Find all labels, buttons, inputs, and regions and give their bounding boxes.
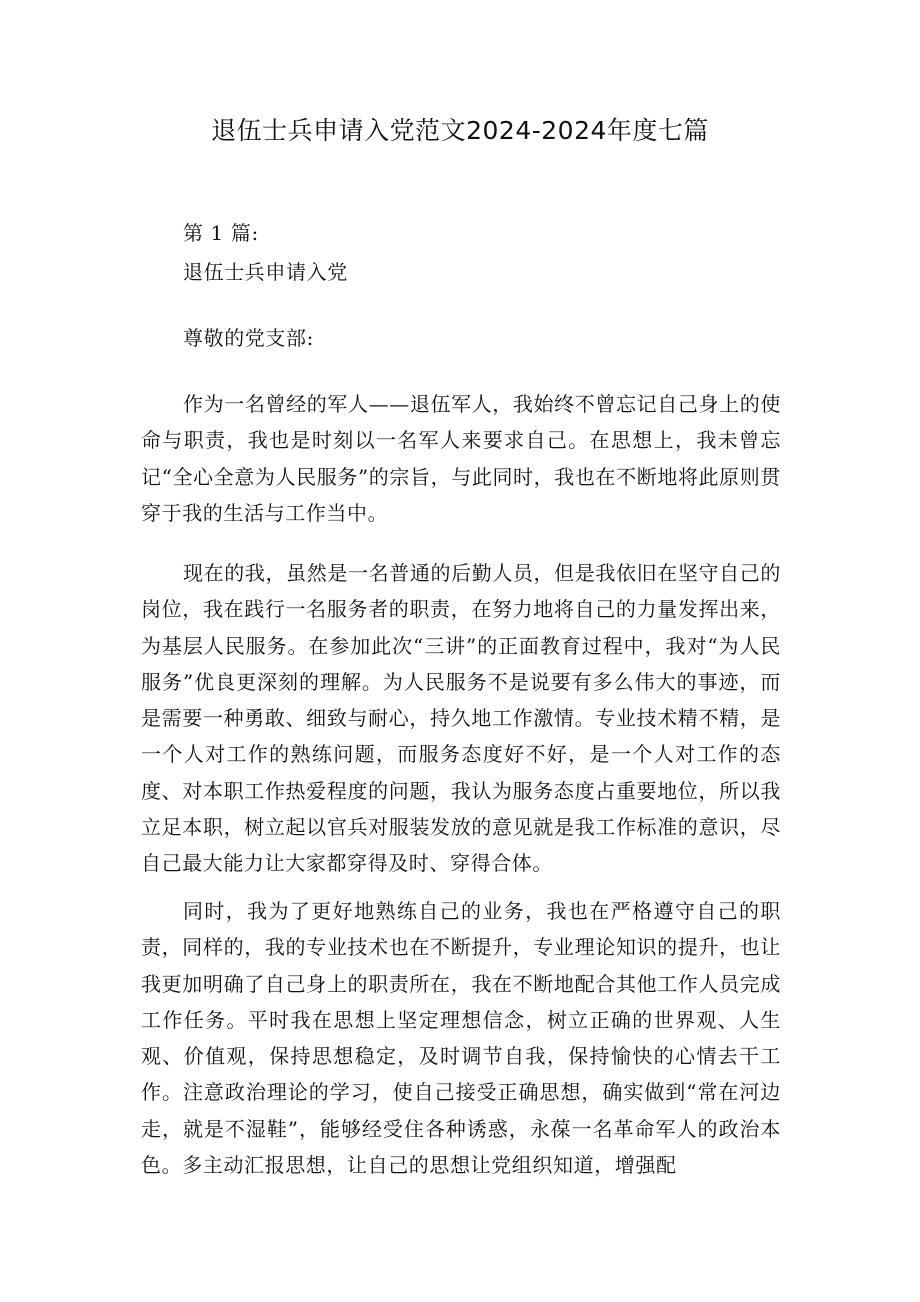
section-heading: 第 1 篇: <box>183 221 259 245</box>
paragraph-3: 同时，我为了更好地熟练自己的业务，我也在严格遵守自己的职责，同样的，我的专业技术也在不断提升，专业理论知识的提升，也让我更加明确了自己身上的职责所在，我在不断地配合其他工作人员完成工作任务。平时我在思想上坚定理想信念，树立正确的世界观、人生观、价值观，保持思想稳定，及时调节自我，保持愉快的心情去干工作。注意政治理论的学习，使自己接受正确思想，确实做到“常在河边走，就是不湿鞋”，能够经受住各种诱惑，永葆一名革命军人的政治本色。多主动汇报思想，让自己的思想让党组织知道，增强配 <box>141 899 781 1178</box>
paragraph-2: 现在的我，虽然是一名普通的后勤人员，但是我依旧在坚守自己的岗位，我在践行一名服务者的职责，在努力地将自己的力量发挥出来，为基层人民服务。在参加此次“三讲”的正面教育过程中，我对“为人民服务”优良更深刻的理解。为人民服务不是说要有多么伟大的事迹，而是需要一种勇敢、细致与耐心，持久地工作激情。专业技术精不精，是一个人对工作的熟练问题，而服务态度好不好，是一个人对工作的态度、对本职工作热爱程度的问题，我认为服务态度占重要地位，所以我立足本职，树立起以官兵对服装发放的意见就是我工作标准的意识，尽自己最大能力让大家都穿得及时、穿得合体。 <box>141 561 781 876</box>
salutation: 尊敬的党支部: <box>183 326 314 350</box>
section-subtitle: 退伍士兵申请入党 <box>183 260 348 284</box>
document-title: 退伍士兵申请入党范文2024-2024年度七篇 <box>211 116 709 145</box>
paragraph-1: 作为一名曾经的军人——退伍军人，我始终不曾忘记自己身上的使命与职责，我也是时刻以一名军人来要求自己。在思想上，我未曾忘记“全心全意为人民服务”的宗旨，与此同时，我也在不断地将此原则贯穿于我的生活与工作当中。 <box>141 392 781 525</box>
